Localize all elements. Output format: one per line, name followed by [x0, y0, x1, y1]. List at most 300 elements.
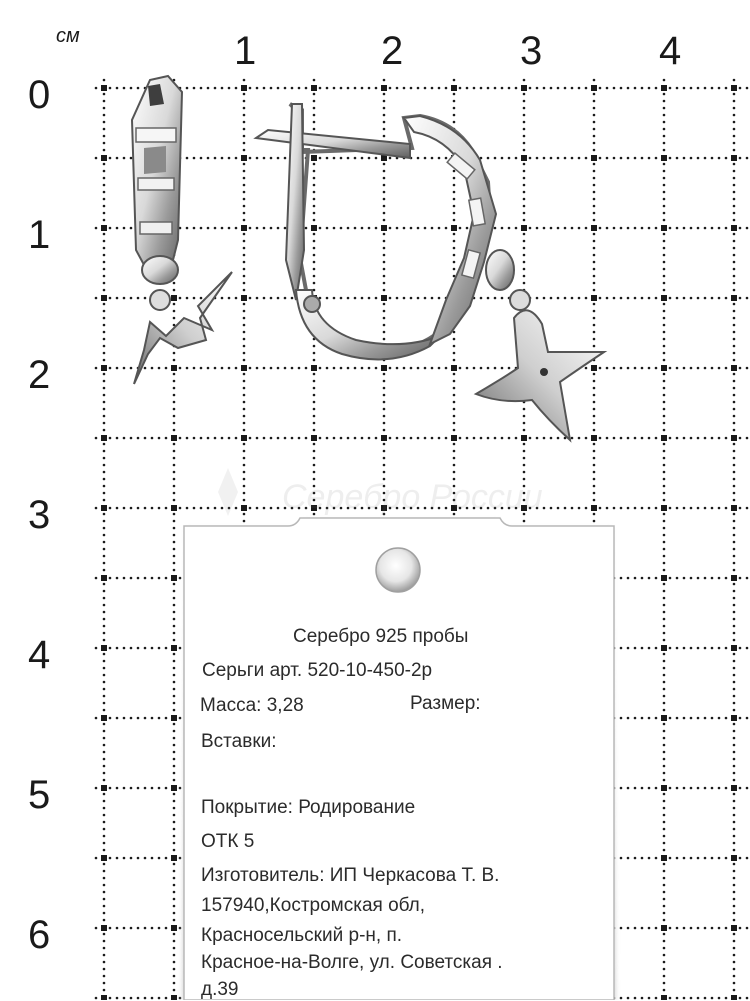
- grid-dot: [103, 919, 106, 922]
- grid-dot: [228, 297, 231, 300]
- grid-dot: [704, 717, 707, 720]
- grid-dot: [593, 513, 596, 516]
- grid-dot: [725, 437, 728, 440]
- grid-dot: [669, 647, 672, 650]
- grid-dot: [663, 660, 666, 663]
- grid-dot: [347, 87, 350, 90]
- grid-dot: [313, 198, 316, 201]
- grid-intersection: [241, 85, 247, 91]
- grid-dot: [313, 415, 316, 418]
- grid-dot: [663, 702, 666, 705]
- grid-dot: [733, 254, 736, 257]
- grid-dot: [109, 87, 112, 90]
- grid-dot: [733, 982, 736, 985]
- grid-dot: [103, 205, 106, 208]
- grid-dot: [648, 227, 651, 230]
- grid-dot: [235, 227, 238, 230]
- grid-dot: [733, 534, 736, 537]
- grid-dot: [733, 765, 736, 768]
- grid-dot: [683, 367, 686, 370]
- grid-dot: [663, 604, 666, 607]
- grid-dot: [221, 367, 224, 370]
- grid-dot: [368, 227, 371, 230]
- grid-dot: [103, 569, 106, 572]
- grid-dot: [130, 927, 133, 930]
- grid-dot: [663, 541, 666, 544]
- grid-dot: [641, 437, 644, 440]
- grid-dot: [173, 394, 176, 397]
- grid-dot: [746, 227, 749, 230]
- grid-dot: [116, 717, 119, 720]
- grid-dot: [417, 157, 420, 160]
- grid-dot: [403, 87, 406, 90]
- grid-dot: [459, 87, 462, 90]
- grid-dot: [361, 157, 364, 160]
- grid-dot: [383, 191, 386, 194]
- grid-dot: [270, 87, 273, 90]
- grid-dot: [593, 303, 596, 306]
- grid-dot: [453, 387, 456, 390]
- grid-dot: [733, 520, 736, 523]
- grid-dot: [585, 507, 588, 510]
- grid-dot: [103, 898, 106, 901]
- y-label-2: 2: [28, 353, 51, 397]
- grid-dot: [508, 367, 511, 370]
- grid-dot: [663, 310, 666, 313]
- grid-dot: [144, 297, 147, 300]
- grid-dot: [186, 367, 189, 370]
- grid-dot: [103, 121, 106, 124]
- grid-dot: [173, 373, 176, 376]
- grid-dot: [173, 625, 176, 628]
- grid-dot: [103, 338, 106, 341]
- grid-dot: [459, 367, 462, 370]
- grid-dot: [634, 507, 637, 510]
- grid-dot: [593, 170, 596, 173]
- grid-dot: [313, 394, 316, 397]
- grid-dot: [193, 297, 196, 300]
- grid-dot: [173, 352, 176, 355]
- grid-dot: [144, 647, 147, 650]
- grid-intersection: [101, 645, 107, 651]
- grid-dot: [103, 212, 106, 215]
- grid-dot: [313, 422, 316, 425]
- grid-dot: [543, 87, 546, 90]
- grid-dot: [733, 212, 736, 215]
- grid-dot: [103, 632, 106, 635]
- grid-dot: [634, 87, 637, 90]
- grid-dot: [599, 367, 602, 370]
- grid-dot: [243, 205, 246, 208]
- grid-dot: [494, 437, 497, 440]
- grid-dot: [718, 857, 721, 860]
- grid-dot: [243, 352, 246, 355]
- grid-intersection: [241, 225, 247, 231]
- grid-dot: [340, 297, 343, 300]
- grid-dot: [173, 681, 176, 684]
- grid-dot: [733, 457, 736, 460]
- grid-dot: [103, 79, 106, 82]
- grid-dot: [243, 520, 246, 523]
- grid-dot: [173, 912, 176, 915]
- grid-dot: [543, 157, 546, 160]
- grid-dot: [103, 961, 106, 964]
- grid-dot: [663, 394, 666, 397]
- grid-dot: [733, 793, 736, 796]
- grid-dot: [137, 787, 140, 790]
- grid-dot: [221, 87, 224, 90]
- grid-dot: [697, 367, 700, 370]
- grid-dot: [313, 163, 316, 166]
- grid-dot: [173, 590, 176, 593]
- grid-dot: [410, 297, 413, 300]
- grid-dot: [173, 807, 176, 810]
- grid-dot: [593, 163, 596, 166]
- grid-dot: [571, 437, 574, 440]
- grid-dot: [739, 157, 742, 160]
- grid-dot: [627, 227, 630, 230]
- grid-intersection: [521, 225, 527, 231]
- grid-dot: [564, 87, 567, 90]
- grid-dot: [103, 905, 106, 908]
- grid-dot: [95, 87, 98, 90]
- x-label-1: 1: [234, 29, 257, 73]
- grid-dot: [103, 702, 106, 705]
- grid-dot: [683, 157, 686, 160]
- grid-dot: [593, 275, 596, 278]
- grid-dot: [445, 227, 448, 230]
- grid-dot: [733, 688, 736, 691]
- grid-dot: [95, 157, 98, 160]
- grid-dot: [173, 765, 176, 768]
- grid-dot: [704, 157, 707, 160]
- grid-dot: [313, 240, 316, 243]
- grid-dot: [313, 205, 316, 208]
- grid-dot: [179, 507, 182, 510]
- grid-dot: [557, 157, 560, 160]
- grid-dot: [697, 157, 700, 160]
- grid-intersection: [241, 435, 247, 441]
- grid-dot: [627, 437, 630, 440]
- grid-dot: [663, 961, 666, 964]
- grid-dot: [648, 87, 651, 90]
- grid-dot: [627, 857, 630, 860]
- grid-dot: [663, 681, 666, 684]
- grid-dot: [733, 275, 736, 278]
- grid-dot: [243, 408, 246, 411]
- grid-dot: [173, 359, 176, 362]
- grid-dot: [354, 437, 357, 440]
- grid-dot: [123, 997, 126, 1000]
- grid-dot: [733, 898, 736, 901]
- grid-dot: [663, 170, 666, 173]
- grid-dot: [243, 163, 246, 166]
- grid-dot: [523, 282, 526, 285]
- grid-dot: [663, 247, 666, 250]
- grid-dot: [207, 507, 210, 510]
- grid-dot: [683, 997, 686, 1000]
- grid-dot: [523, 205, 526, 208]
- grid-dot: [733, 100, 736, 103]
- grid-dot: [103, 562, 106, 565]
- grid-dot: [354, 297, 357, 300]
- grid-dot: [243, 464, 246, 467]
- grid-dot: [733, 625, 736, 628]
- grid-dot: [593, 499, 596, 502]
- grid-dot: [663, 814, 666, 817]
- grid-dot: [733, 660, 736, 663]
- grid-dot: [543, 507, 546, 510]
- grid-dot: [383, 282, 386, 285]
- grid-dot: [697, 577, 700, 580]
- grid-dot: [158, 927, 161, 930]
- grid-dot: [173, 289, 176, 292]
- grid-dot: [676, 717, 679, 720]
- tag-coating: Покрытие: Родирование: [201, 797, 416, 818]
- grid-dot: [663, 639, 666, 642]
- grid-dot: [733, 597, 736, 600]
- grid-dot: [627, 157, 630, 160]
- tag-maker-line-2: 157940,Костромская обл,: [201, 895, 426, 916]
- grid-intersection: [101, 365, 107, 371]
- grid-dot: [410, 227, 413, 230]
- grid-dot: [733, 807, 736, 810]
- grid-dot: [186, 157, 189, 160]
- grid-dot: [116, 157, 119, 160]
- grid-dot: [256, 507, 259, 510]
- grid-dot: [313, 282, 316, 285]
- grid-dot: [130, 87, 133, 90]
- grid-dot: [396, 437, 399, 440]
- grid-dot: [683, 87, 686, 90]
- grid-dot: [523, 114, 526, 117]
- grid-dot: [173, 744, 176, 747]
- grid-dot: [746, 87, 749, 90]
- grid-dot: [725, 87, 728, 90]
- grid-dot: [249, 437, 252, 440]
- grid-dot: [663, 191, 666, 194]
- x-label-4: 4: [659, 29, 682, 73]
- grid-dot: [627, 507, 630, 510]
- grid-dot: [103, 415, 106, 418]
- grid-dot: [593, 289, 596, 292]
- grid-dot: [130, 577, 133, 580]
- grid-dot: [501, 87, 504, 90]
- grid-dot: [173, 408, 176, 411]
- grid-dot: [417, 367, 420, 370]
- grid-dot: [173, 940, 176, 943]
- x-label-2: 2: [381, 29, 404, 73]
- grid-dot: [523, 471, 526, 474]
- grid-dot: [193, 507, 196, 510]
- grid-dot: [173, 870, 176, 873]
- grid-intersection: [731, 225, 737, 231]
- grid-dot: [676, 227, 679, 230]
- grid-dot: [733, 912, 736, 915]
- grid-dot: [466, 87, 469, 90]
- grid-dot: [249, 507, 252, 510]
- grid-dot: [641, 227, 644, 230]
- grid-dot: [733, 177, 736, 180]
- grid-dot: [523, 415, 526, 418]
- grid-dot: [529, 437, 532, 440]
- grid-dot: [243, 443, 246, 446]
- grid-dot: [733, 583, 736, 586]
- grid-dot: [690, 367, 693, 370]
- grid-dot: [313, 107, 316, 110]
- grid-dot: [634, 927, 637, 930]
- grid-dot: [733, 821, 736, 824]
- grid-dot: [243, 261, 246, 264]
- grid-dot: [453, 184, 456, 187]
- grid-intersection: [171, 295, 177, 301]
- grid-dot: [704, 927, 707, 930]
- grid-dot: [243, 492, 246, 495]
- grid-dot: [270, 227, 273, 230]
- grid-dot: [103, 821, 106, 824]
- tag-article: Серьги арт. 520-10-450-2р: [202, 660, 433, 681]
- grid-dot: [697, 857, 700, 860]
- grid-dot: [683, 297, 686, 300]
- grid-dot: [453, 373, 456, 376]
- grid-dot: [627, 927, 630, 930]
- grid-dot: [663, 387, 666, 390]
- grid-dot: [383, 373, 386, 376]
- grid-dot: [103, 933, 106, 936]
- grid-intersection: [591, 225, 597, 231]
- grid-dot: [173, 737, 176, 740]
- grid-dot: [663, 163, 666, 166]
- grid-dot: [655, 927, 658, 930]
- grid-intersection: [661, 645, 667, 651]
- grid-dot: [243, 177, 246, 180]
- grid-dot: [648, 647, 651, 650]
- grid-dot: [375, 157, 378, 160]
- grid-dot: [663, 583, 666, 586]
- grid-dot: [733, 492, 736, 495]
- grid-dot: [173, 891, 176, 894]
- grid-dot: [243, 331, 246, 334]
- grid-dot: [243, 415, 246, 418]
- grid-dot: [313, 268, 316, 271]
- grid-dot: [103, 674, 106, 677]
- grid-dot: [151, 997, 154, 1000]
- grid-dot: [173, 611, 176, 614]
- grid-dot: [746, 647, 749, 650]
- grid-dot: [383, 198, 386, 201]
- grid-dot: [158, 647, 161, 650]
- grid-dot: [676, 927, 679, 930]
- grid-dot: [523, 212, 526, 215]
- grid-dot: [711, 87, 714, 90]
- grid-dot: [151, 927, 154, 930]
- grid-dot: [641, 927, 644, 930]
- grid-intersection: [521, 85, 527, 91]
- grid-dot: [663, 450, 666, 453]
- grid-dot: [103, 597, 106, 600]
- grid-dot: [711, 787, 714, 790]
- grid-dot: [151, 857, 154, 860]
- grid-dot: [453, 443, 456, 446]
- grid-dot: [663, 835, 666, 838]
- grid-dot: [173, 422, 176, 425]
- grid-dot: [368, 367, 371, 370]
- grid-dot: [613, 367, 616, 370]
- grid-dot: [109, 367, 112, 370]
- grid-dot: [368, 437, 371, 440]
- grid-dot: [103, 471, 106, 474]
- grid-dot: [739, 507, 742, 510]
- grid-dot: [95, 297, 98, 300]
- grid-dot: [725, 297, 728, 300]
- grid-dot: [243, 79, 246, 82]
- grid-dot: [144, 717, 147, 720]
- grid-dot: [669, 87, 672, 90]
- grid-dot: [383, 268, 386, 271]
- grid-intersection: [171, 995, 177, 1000]
- grid-dot: [663, 597, 666, 600]
- grid-dot: [733, 730, 736, 733]
- grid-dot: [383, 107, 386, 110]
- grid-dot: [655, 857, 658, 860]
- grid-dot: [711, 647, 714, 650]
- grid-dot: [243, 422, 246, 425]
- grid-intersection: [241, 365, 247, 371]
- grid-dot: [599, 157, 602, 160]
- grid-dot: [103, 170, 106, 173]
- grid-dot: [718, 367, 721, 370]
- grid-intersection: [661, 995, 667, 1000]
- grid-dot: [508, 437, 511, 440]
- grid-dot: [733, 541, 736, 544]
- grid-dot: [130, 857, 133, 860]
- grid-dot: [207, 437, 210, 440]
- grid-dot: [557, 297, 560, 300]
- grid-dot: [116, 437, 119, 440]
- grid-dot: [453, 464, 456, 467]
- grid-dot: [291, 87, 294, 90]
- grid-dot: [718, 157, 721, 160]
- grid-dot: [326, 437, 329, 440]
- grid-dot: [305, 87, 308, 90]
- grid-dot: [733, 450, 736, 453]
- grid-dot: [173, 884, 176, 887]
- grid-dot: [655, 787, 658, 790]
- grid-intersection: [731, 155, 737, 161]
- grid-dot: [571, 297, 574, 300]
- grid-dot: [453, 401, 456, 404]
- grid-dot: [103, 499, 106, 502]
- grid-intersection: [661, 85, 667, 91]
- grid-dot: [593, 492, 596, 495]
- grid-dot: [383, 408, 386, 411]
- grid-dot: [130, 997, 133, 1000]
- grid-dot: [733, 422, 736, 425]
- grid-dot: [103, 520, 106, 523]
- grid-dot: [627, 297, 630, 300]
- grid-dot: [173, 401, 176, 404]
- grid-dot: [340, 367, 343, 370]
- grid-dot: [284, 157, 287, 160]
- grid-dot: [173, 793, 176, 796]
- grid-dot: [383, 464, 386, 467]
- grid-dot: [340, 87, 343, 90]
- grid-dot: [663, 709, 666, 712]
- grid-dot: [733, 247, 736, 250]
- grid-dot: [578, 507, 581, 510]
- grid-dot: [424, 87, 427, 90]
- grid-intersection: [101, 715, 107, 721]
